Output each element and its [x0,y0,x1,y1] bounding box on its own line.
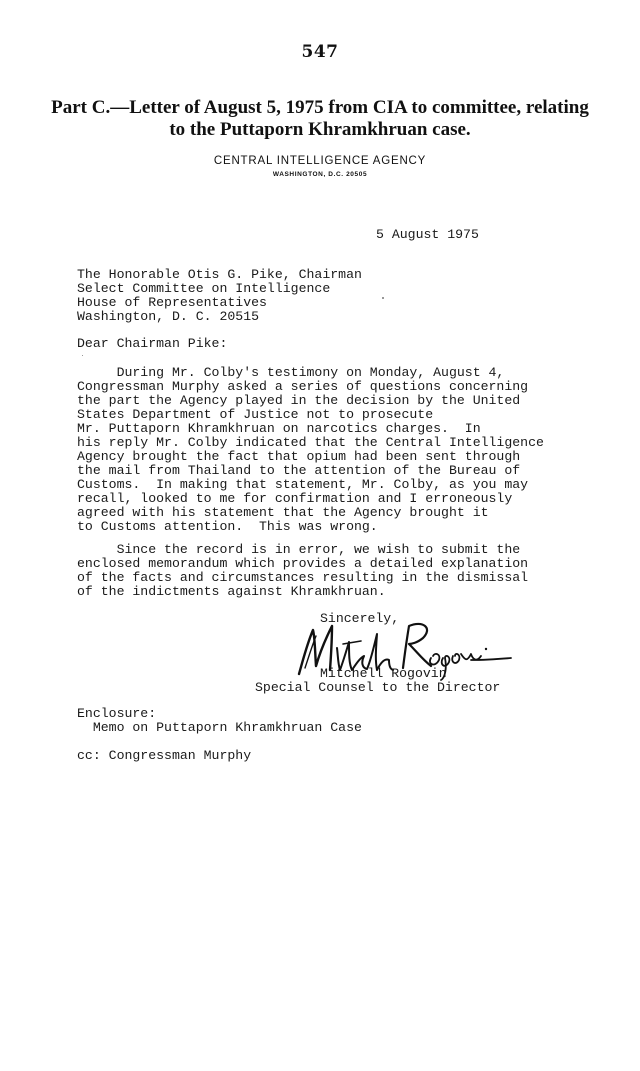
paragraph-2-line: enclosed memorandum which provides a detailed explanation [77,556,529,571]
recipient-line-3: House of Representatives [77,295,267,310]
scan-speck [82,355,83,356]
paragraph-1-line: his reply Mr. Colby indicated that the Central Intelligence [77,435,544,450]
paragraph-2-line: of the facts and circumstances resulting in the dismissal [77,570,529,585]
enclosure-label: Enclosure: [77,706,157,721]
paragraph-1-line: During Mr. Colby's testimony on Monday, August 4, [77,365,505,380]
paragraph-2 [77,543,528,599]
paragraph-1-line: to Customs attention. This was wrong. [77,519,378,534]
signer-name: Mitchell Rogovin [320,666,447,681]
salutation: Dear Chairman Pike: [77,336,228,351]
section-heading-line-1: Part C.—Letter of August 5, 1975 from CIA to committee, relating [51,97,589,118]
recipient-line-4: Washington, D. C. 20515 [77,309,260,324]
paragraph-1-line: Congressman Murphy asked a series of questions concerning [77,379,529,394]
paragraph-2-line: of the indictments against Khramkhruan. [77,584,386,599]
enclosure [77,707,362,735]
letterhead-agency: CENTRAL INTELLIGENCE AGENCY [213,155,427,167]
recipient-address [77,268,362,324]
paragraph-1-line: Agency brought the fact that opium had been sent through [77,449,521,464]
letterhead-address: WASHINGTON, D.C. 20505 [272,171,368,178]
letter-date: 5 August 1975 [376,227,479,242]
recipient-line-2: Select Committee on Intelligence [77,281,331,296]
closing: Sincerely, [320,611,400,626]
section-heading [20,97,620,141]
paragraph-1 [77,366,544,534]
paragraph-1-line: States Department of Justice not to prosecute [77,407,434,422]
paragraph-1-line: Mr. Puttaporn Khramkhruan on narcotics charges. In [77,421,481,436]
paragraph-1-line: recall, looked to me for confirmation and I erroneously [77,491,513,506]
scan-speck [382,297,384,299]
paragraph-1-line: agreed with his statement that the Agency brought it [77,505,489,520]
paragraph-1-line: the mail from Thailand to the attention of the Bureau of [77,463,521,478]
page-number: 547 [301,42,339,62]
enclosure-item: Memo on Puttaporn Khramkhruan Case [77,720,362,735]
paragraph-1-line: Customs. In making that statement, Mr. Colby, as you may [77,477,529,492]
recipient-line-1: The Honorable Otis G. Pike, Chairman [77,267,362,282]
carbon-copy: cc: Congressman Murphy [77,748,252,763]
section-heading-line-2: to the Puttaporn Khramkhruan case. [169,119,471,140]
signer-title: Special Counsel to the Director [255,680,501,695]
paragraph-2-line: Since the record is in error, we wish to submit the [77,542,521,557]
paragraph-1-line: the part the Agency played in the decision by the United [77,393,521,408]
